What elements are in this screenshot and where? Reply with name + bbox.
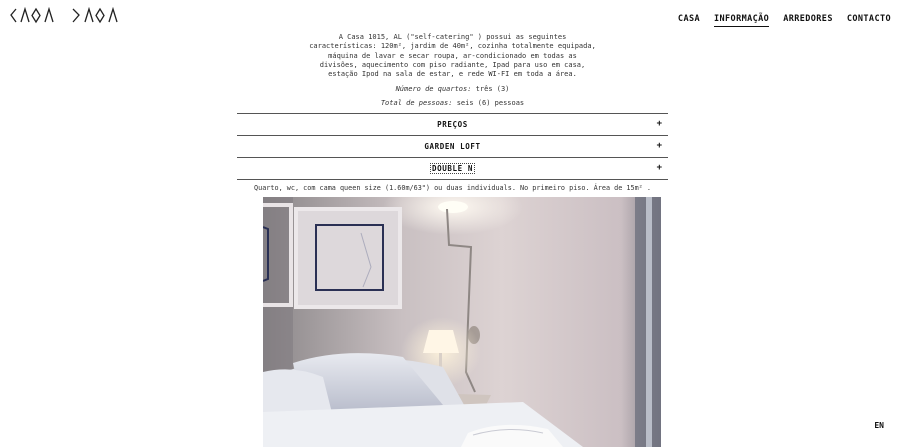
main-content: [237, 33, 668, 180]
people-count: [237, 99, 668, 107]
plus-icon[interactable]: +: [656, 163, 662, 174]
plus-icon[interactable]: +: [656, 141, 662, 152]
language-switch[interactable]: EN: [874, 421, 884, 430]
accordion-title: GARDEN LOFT: [424, 142, 481, 152]
nav-contacto[interactable]: CONTACTO: [846, 14, 891, 24]
rooms-label: Número de quartos:: [395, 85, 472, 94]
accordion-garden-loft[interactable]: [237, 136, 668, 158]
nav-informacao[interactable]: INFORMAÇÃO: [714, 14, 769, 27]
intro-text: A Casa 1015, AL ("self-catering" ) possui as seguintes características: 120m², jardim de 40m², cozinha totalmente equipada, máquina de lavar e secar roupa, ar-condicionado em todas as divisões, aquecimento com piso radiante, Ipad para uso em casa, estação Ipod na sala de estar, e rede WI-FI em toda a área.: [309, 33, 596, 79]
people-value: seis (6) pessoas: [456, 99, 525, 108]
room-description: Quarto, wc, com cama queen size (1.60m/63") ou duas individuals. No primeiro piso. Área de 15m² .: [254, 184, 651, 192]
room-photo: [263, 197, 661, 447]
bedroom-photo-image: [263, 197, 661, 447]
accordion: [237, 113, 668, 180]
main-nav: [678, 14, 891, 27]
accordion-double-n[interactable]: [237, 158, 668, 180]
casa-logo-icon: [9, 7, 119, 25]
plus-icon[interactable]: +: [656, 119, 662, 130]
people-label: Total de pessoas:: [380, 99, 453, 108]
logo[interactable]: [9, 7, 119, 25]
nav-casa[interactable]: CASA: [677, 14, 700, 24]
rooms-value: três (3): [475, 85, 510, 94]
rooms-count: [237, 85, 668, 93]
nav-arredores[interactable]: ARREDORES: [783, 14, 833, 24]
accordion-title: DOUBLE N: [432, 164, 473, 174]
accordion-title: PREÇOS: [437, 120, 468, 130]
accordion-precos[interactable]: [237, 114, 668, 136]
